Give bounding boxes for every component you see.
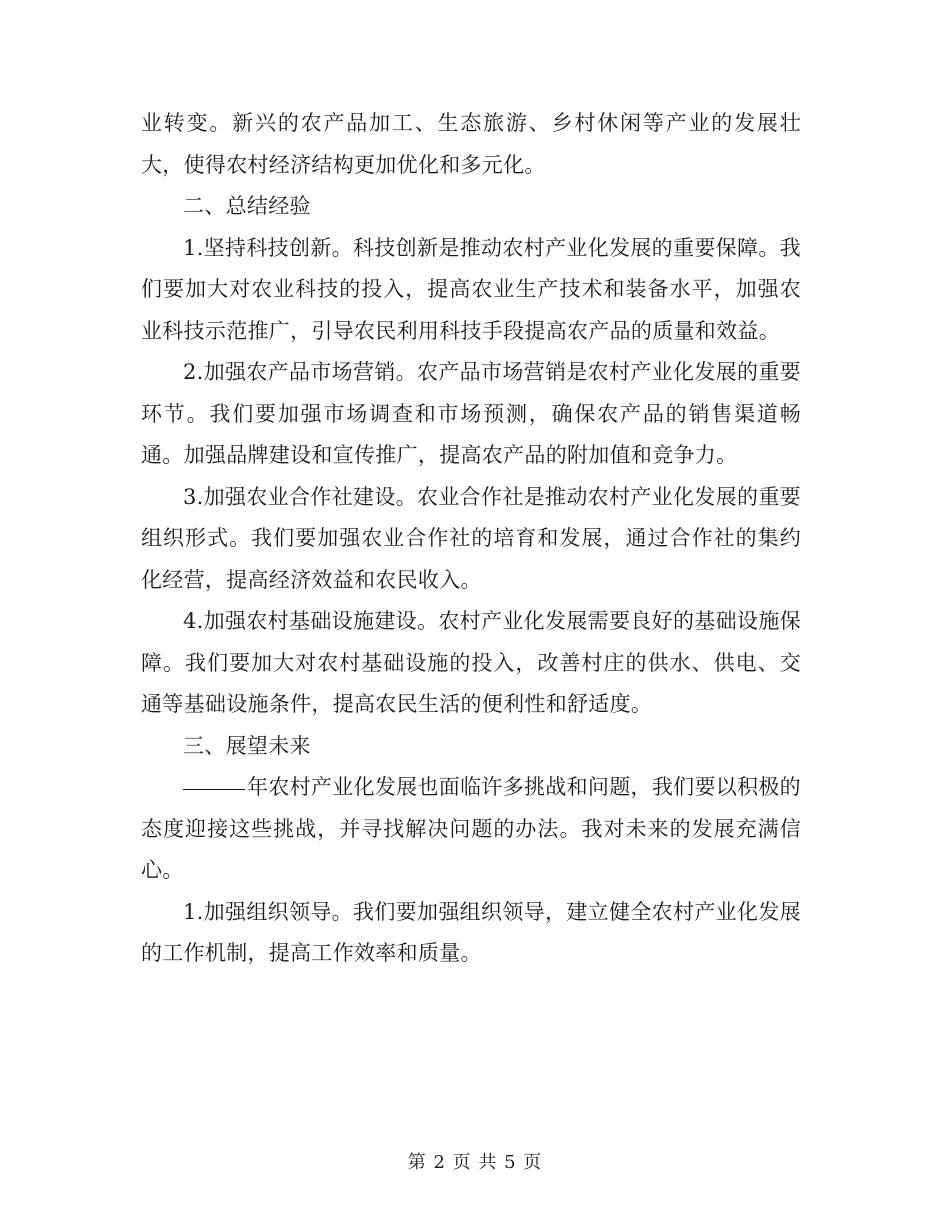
- section-heading-outlook: 三、展望未来: [183, 733, 311, 758]
- page-number-footer: 第 2 页 共 5 页: [407, 1152, 543, 1173]
- paragraph-tech-innovation: 1.坚持科技创新。科技创新是推动农村产业化发展的重要保障。我们要加大对农业科技的投入，提高农业生产技术和装备水平，加强农业科技示范推广，引导农民利用科技手段提高农产品的质量和效益。: [141, 235, 801, 343]
- paragraph-continuation: 业转变。新兴的农产品加工、生态旅游、乡村休闲等产业的发展壮大，使得农村经济结构更加优化和多元化。: [141, 111, 801, 177]
- paragraph-outlook: [141, 767, 801, 892]
- document-body: [141, 103, 801, 975]
- paragraph-marketing: 2.加强农产品市场营销。农产品市场营销是农村产业化发展的重要环节。我们要加强市场调查和市场预测，确保农产品的销售渠道畅通。加强品牌建设和宣传推广，提高农产品的附加值和竞争力。: [141, 360, 801, 467]
- paragraph-leadership: 1.加强组织领导。我们要加强组织领导，建立健全农村产业化发展的工作机制，提高工作效率和质量。: [141, 899, 801, 965]
- section-heading-summary: 二、总结经验: [183, 194, 311, 218]
- paragraph-cooperatives: 3.加强农业合作社建设。农业合作社是推动农村产业化发展的重要组织形式。我们要加强农业合作社的培育和发展，通过合作社的集约化经营，提高经济效益和农民收入。: [141, 484, 801, 592]
- paragraph-outlook-text: 年农村产业化发展也面临许多挑战和问题，我们要以积极的态度迎接这些挑战，并寻找解决问题的办法。我对未来的发展充满信心。: [141, 775, 801, 882]
- year-blank: [183, 788, 245, 790]
- paragraph-infrastructure: 4.加强农村基础设施建设。农村产业化发展需要良好的基础设施保障。我们要加大对农村基础设施的投入，改善村庄的供水、供电、交通等基础设施条件，提高农民生活的便利性和舒适度。: [141, 609, 801, 716]
